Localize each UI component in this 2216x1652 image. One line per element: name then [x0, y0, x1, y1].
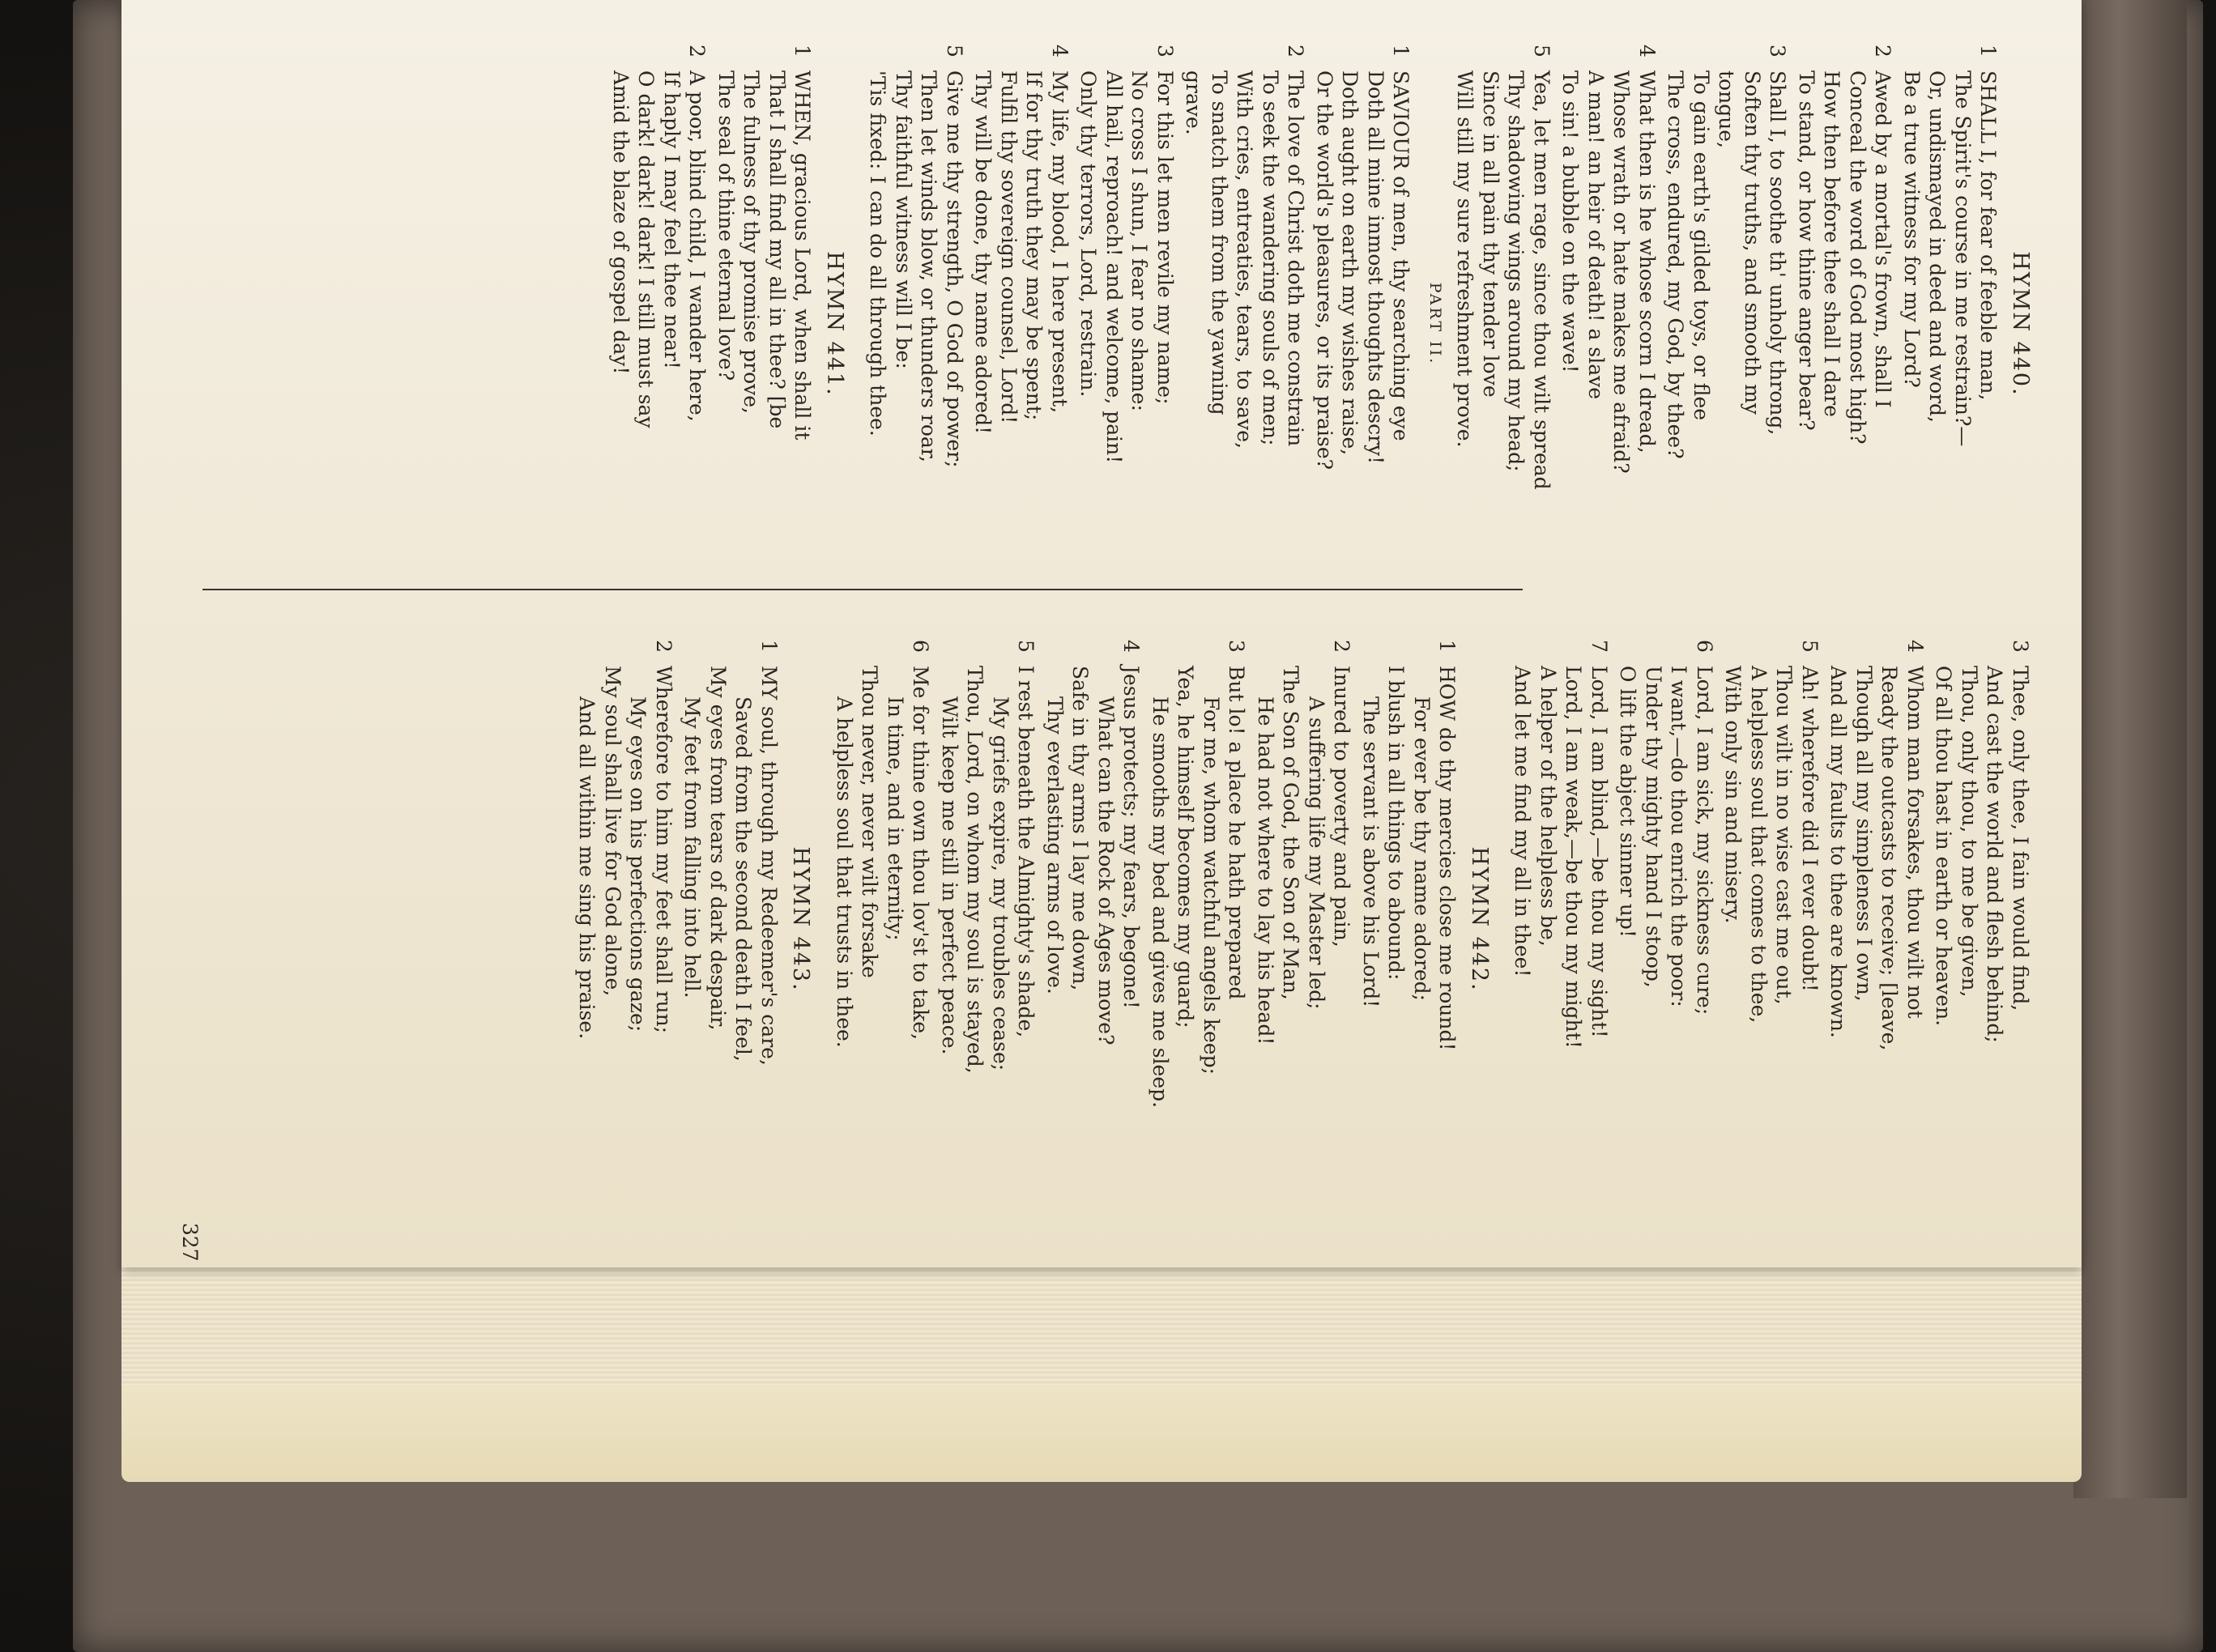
verse-line: To sin! a bubble on the wave! [1558, 70, 1583, 373]
verse-line-text: HOW do thy mercies close me round! [1435, 666, 1460, 1051]
verse-line [942, 45, 968, 603]
verse-line: With cries, entreaties, tears, to save, [1233, 70, 1257, 449]
verse-number: 4 [1048, 45, 1072, 57]
verse [865, 45, 967, 603]
verse-line [790, 45, 816, 603]
verse-line: The fulness of thy promise prove, [739, 70, 764, 414]
verse-line: The servant is above his Lord! [1359, 696, 1383, 1008]
verse-line: Thy everlasting arms of love. [1043, 696, 1067, 994]
verse-number: 4 [1635, 45, 1659, 57]
verse-line: Conceal the word of God most high? [1846, 70, 1869, 445]
verse-line: With only sin and misery. [1721, 666, 1745, 924]
verse-line: Wilt keep me still in perfect peace. [938, 696, 961, 1055]
verse [970, 45, 1072, 603]
verse [608, 45, 710, 603]
verse-line-text: Lord, I am blind,—be thou my sight! [1587, 666, 1611, 1038]
verse-line: To gain earth's gilded toys, or flee [1690, 70, 1713, 421]
verse-line [2008, 640, 2034, 1199]
verse-line: My eyes on his perfections gaze; [626, 696, 650, 1032]
verse-line-text: What then is he whose scorn I dread, [1635, 70, 1659, 453]
verse-number: 1 [1976, 45, 2001, 57]
left-column [605, 45, 2034, 603]
verse-number: 6 [1693, 640, 1716, 653]
verse-line: Thou wilt in no wise cast me out, [1772, 666, 1796, 1005]
spacer [1492, 640, 1506, 1199]
verse [1510, 640, 1612, 1199]
verse-line: Only thy terrors, Lord, restrain. [1076, 70, 1101, 398]
verse [1663, 45, 1791, 603]
verse-number: 3 [1153, 45, 1177, 57]
verse-line: Yea, he himself becomes my guard; [1174, 666, 1198, 1028]
verse [1148, 640, 1250, 1199]
verse [1794, 45, 1896, 603]
verse-line: O dark! dark! dark! I still must say [634, 70, 658, 428]
hymn-title: HYMN 440. [2008, 251, 2033, 397]
verse [1615, 640, 1717, 1199]
verse-line [1870, 45, 1896, 603]
verse-line-text: Lord, I am sick, my sickness cure; [1693, 666, 1716, 1015]
verse-line: Thy faithful witness will I be: [892, 70, 915, 369]
page-edges [121, 1263, 2082, 1390]
verse-line-text: I rest beneath the Almighty's shade, [1014, 666, 1038, 1038]
verse-number: 2 [1330, 640, 1354, 653]
verse-line: Thou never, never wilt forsake [858, 666, 882, 978]
verse-line-text: Jesus protects; my fears, begone! [1119, 666, 1144, 1009]
verse [714, 45, 816, 603]
verse-line: If haply I may feel thee near! [660, 70, 684, 369]
verse-line [1692, 640, 1718, 1199]
column-divider [202, 589, 1523, 590]
verse-line [1903, 640, 1928, 1199]
verse-line-text: WHEN, gracious Lord, when shall it [791, 70, 815, 441]
verse-line: Thou, Lord, on whom my soul is stayed, [963, 666, 987, 1074]
verse-line: That I shall find my all in thee? [be [765, 70, 789, 429]
verse-line-text: Inured to poverty and pain, [1330, 666, 1354, 947]
verse [937, 640, 1039, 1199]
verse-number: 2 [685, 45, 710, 57]
verse-number: 1 [1435, 640, 1460, 653]
verse-line: To seek the wandering souls of men; [1259, 70, 1282, 446]
verse [1931, 640, 2033, 1199]
verse-line: And let me find my all in thee! [1511, 666, 1535, 977]
verse-line: Doth all mine inmost thoughts descry! [1364, 70, 1387, 465]
verse-line: tongue, [1715, 70, 1739, 149]
verse-number: 1 [791, 45, 815, 57]
verse-line: A helpless soul that trusts in thee. [833, 696, 856, 1048]
verse-line-text: Whom man forsakes, thou wilt not [1903, 666, 1927, 1019]
verse-line: I blush in all things to abound: [1384, 666, 1408, 981]
verse-line [1224, 640, 1250, 1199]
verse-line-text: A poor, blind child, I wander here, [685, 70, 710, 422]
verse-line: Of all thou hast in earth or heaven. [1932, 666, 1956, 1027]
verse [680, 640, 782, 1199]
verse [1076, 45, 1178, 603]
page-number: 327 [178, 1223, 202, 1262]
verse-line: Or, undismayed in deed and word, [1925, 70, 1950, 423]
verse-line: How then before thee shall I dare [1820, 70, 1844, 417]
verse-number: 2 [652, 640, 675, 653]
verse-line: And cast the world and flesh behind; [1983, 666, 2007, 1043]
verse-number: 1 [1389, 45, 1413, 57]
verse-line: All hail, reproach! and welcome, pain! [1102, 70, 1126, 464]
verse-line: For me, whom watchful angels keep; [1200, 696, 1223, 1075]
verse [1452, 45, 1554, 603]
verse-line [908, 640, 934, 1199]
verse-line: Will still my sure refreshment prove. [1453, 70, 1477, 448]
verse-line-text: Wherefore to him my feet shall run; [652, 666, 675, 1034]
verse-line: My griefs expire, my troubles cease; [989, 696, 1012, 1071]
verse-line [1975, 45, 2001, 603]
verse-number: 2 [1871, 45, 1895, 57]
verse [1358, 640, 1460, 1199]
page-block-bottom [121, 1385, 2082, 1482]
verse-number: 5 [1798, 640, 1822, 653]
verse-line: He smooths my bed and gives me sleep. [1148, 696, 1172, 1109]
verse-line-text: Shall I, to soothe th' unholy throng, [1766, 70, 1790, 436]
verse-line: To stand, or how thine anger bear? [1795, 70, 1818, 431]
hymn-title: HYMN 441. [822, 251, 847, 397]
verse-line: He had not where to lay his head! [1254, 696, 1277, 1045]
verse-line [1153, 45, 1178, 603]
verse-line [1013, 640, 1039, 1199]
verse-line: A helpless soul that comes to thee, [1747, 666, 1771, 1024]
verse-line [684, 45, 710, 603]
verse-line: Safe in thy arms I lay me down, [1068, 666, 1093, 991]
verse-line: And all within me sing his praise. [575, 696, 599, 1040]
verse-line: The seal of thine eternal love? [714, 70, 738, 381]
book-spine-edge [2073, 0, 2187, 1498]
verse-line [1047, 45, 1073, 603]
verse-line: Doth aught on earth my wishes raise, [1338, 70, 1362, 456]
verse [1558, 45, 1660, 603]
verse-line-text: Me for thine own thou lov'st to take, [909, 666, 933, 1041]
verse-line-text: Yea, let men rage, since thou wilt spread [1530, 70, 1553, 490]
verse-line: And all my faults to thee are known. [1826, 666, 1851, 1038]
verse [1826, 640, 1928, 1199]
verse-line: My eyes from tears of dark despair, [706, 666, 730, 1031]
spacer [847, 45, 862, 603]
verse-line-text: SAVIOUR of men, thy searching eye [1389, 70, 1413, 441]
verse [832, 640, 934, 1199]
verse-line: Though all my simpleness I own, [1852, 666, 1876, 1002]
verse-line: Thou, only thou, to me be given, [1958, 666, 1981, 998]
verse-line: Thy shadowing wings around my head; [1504, 70, 1528, 472]
verse-line: Be a true witness for my Lord? [1900, 70, 1924, 388]
verse-line: Under thy mighty hand I stoop, [1642, 666, 1665, 988]
verse-number: 4 [1119, 640, 1144, 653]
verse-line: Since in all pain thy tender love [1479, 70, 1502, 398]
verse [574, 640, 676, 1199]
verse [1181, 45, 1309, 603]
verse [1312, 45, 1414, 603]
verse-line: 'Tis fixed: I can do all through thee. [866, 70, 890, 436]
verse-line [1283, 45, 1309, 603]
verse-line: In time, and in eternity; [884, 696, 907, 941]
verse-line [1388, 45, 1414, 603]
verse-line [1587, 640, 1613, 1199]
part-label: PART II. [1426, 282, 1444, 366]
verse-line: Amid the blaze of gospel day! [609, 70, 633, 375]
verse-number: 1 [757, 640, 781, 653]
verse-line: grave. [1182, 70, 1206, 135]
verse-line: Saved from the second death I feel, [731, 696, 756, 1062]
verse-line: If for thy truth they may be spent; [1022, 70, 1046, 421]
verse-line: No cross I shun, I fear no shame: [1127, 70, 1152, 411]
verse-line: Thy will be done, thy name adored! [971, 70, 995, 435]
verse-line [1529, 45, 1555, 603]
verse-line: Ready the outcasts to receive; [leave, [1877, 666, 1902, 1051]
verse-line: The cross, endured, my God, by thee? [1664, 70, 1688, 459]
verse [1899, 45, 2001, 603]
hymn-title: HYMN 443. [788, 846, 814, 992]
verse-line: A suffering life my Master led; [1305, 696, 1328, 1010]
verse-number: 3 [2009, 640, 2032, 653]
verse-number: 4 [1903, 640, 1927, 653]
verse-line-text: The love of Christ doth me constrain [1284, 70, 1308, 447]
book-page [121, 0, 2082, 1267]
verse-line [1119, 640, 1144, 1199]
verse-line-text: My life, my blood, I here present, [1048, 70, 1072, 414]
verse [1042, 640, 1144, 1199]
verse-line [1634, 45, 1660, 603]
verse-number: 7 [1587, 640, 1611, 653]
verse-line: Soften thy truths, and smooth my [1741, 70, 1764, 415]
verse-line: A helper of the helpless be, [1536, 666, 1560, 947]
verse-line: I want,—do thou enrich the poor: [1667, 666, 1691, 1007]
verse-line: The Son of God, the Son of Man, [1279, 666, 1303, 1000]
verse-line: To snatch them from the yawning [1208, 70, 1231, 415]
hymn-title: HYMN 442. [1467, 846, 1492, 992]
verse-line [1765, 45, 1791, 603]
verse-line: Or the world's pleasures, or its praise? [1313, 70, 1336, 470]
verse-line: The Spirit's course in me restrain?— [1951, 70, 1975, 447]
verse-number: 5 [1014, 640, 1038, 653]
verse-number: 3 [1766, 45, 1790, 57]
verse-line: My soul shall live for God alone, [601, 666, 624, 997]
verse-line-text: For this let men revile my name; [1153, 70, 1177, 405]
verse-line [756, 640, 782, 1199]
verse-line-text: Awed by a mortal's frown, shall I [1871, 70, 1895, 408]
verse-line-text: Ah! wherefore did I ever doubt! [1798, 666, 1822, 992]
verse-line [1797, 640, 1823, 1199]
verse-number: 6 [909, 640, 933, 653]
verse-line: A man! an heir of death! a slave [1584, 70, 1608, 400]
verse-line: My feet from falling into hell. [680, 696, 705, 998]
verse-line-text: SHALL I, for fear of feeble man, [1976, 70, 2001, 401]
verse-line: Fulfil thy sovereign counsel, Lord! [997, 70, 1021, 424]
verse-line-text: MY soul, through my Redeemer's care, [757, 666, 781, 1066]
verse-line: What can the Rock of Ages move? [1094, 696, 1118, 1045]
spacer [814, 640, 829, 1199]
verse [1720, 640, 1822, 1199]
verse-line: Whose wrath or hate makes me afraid? [1609, 70, 1634, 474]
verse-number: 5 [943, 45, 966, 57]
verse [1253, 640, 1355, 1199]
verse-line [1434, 640, 1460, 1199]
verse-line-text: Thee, only thee, I fain would find, [2009, 666, 2032, 1011]
verse-line [651, 640, 677, 1199]
verse-line-text: Give me thy strength, O God of power; [943, 70, 966, 468]
page-text-rotated [138, 0, 2082, 1263]
verse-line: O lift the abject sinner up! [1616, 666, 1640, 938]
verse-line [1329, 640, 1355, 1199]
verse-line: For ever be thy name adored; [1410, 696, 1434, 1002]
verse-number: 5 [1530, 45, 1553, 57]
verse-number: 3 [1225, 640, 1249, 653]
verse-line: Then let winds blow, or thunders roar, [917, 70, 941, 462]
verse-number: 2 [1284, 45, 1308, 57]
right-column [571, 640, 2033, 1199]
verse-line: Lord, I am weak,—be thou my might! [1562, 666, 1586, 1049]
verse-line-text: But lo! a place he hath prepared [1225, 666, 1249, 1000]
